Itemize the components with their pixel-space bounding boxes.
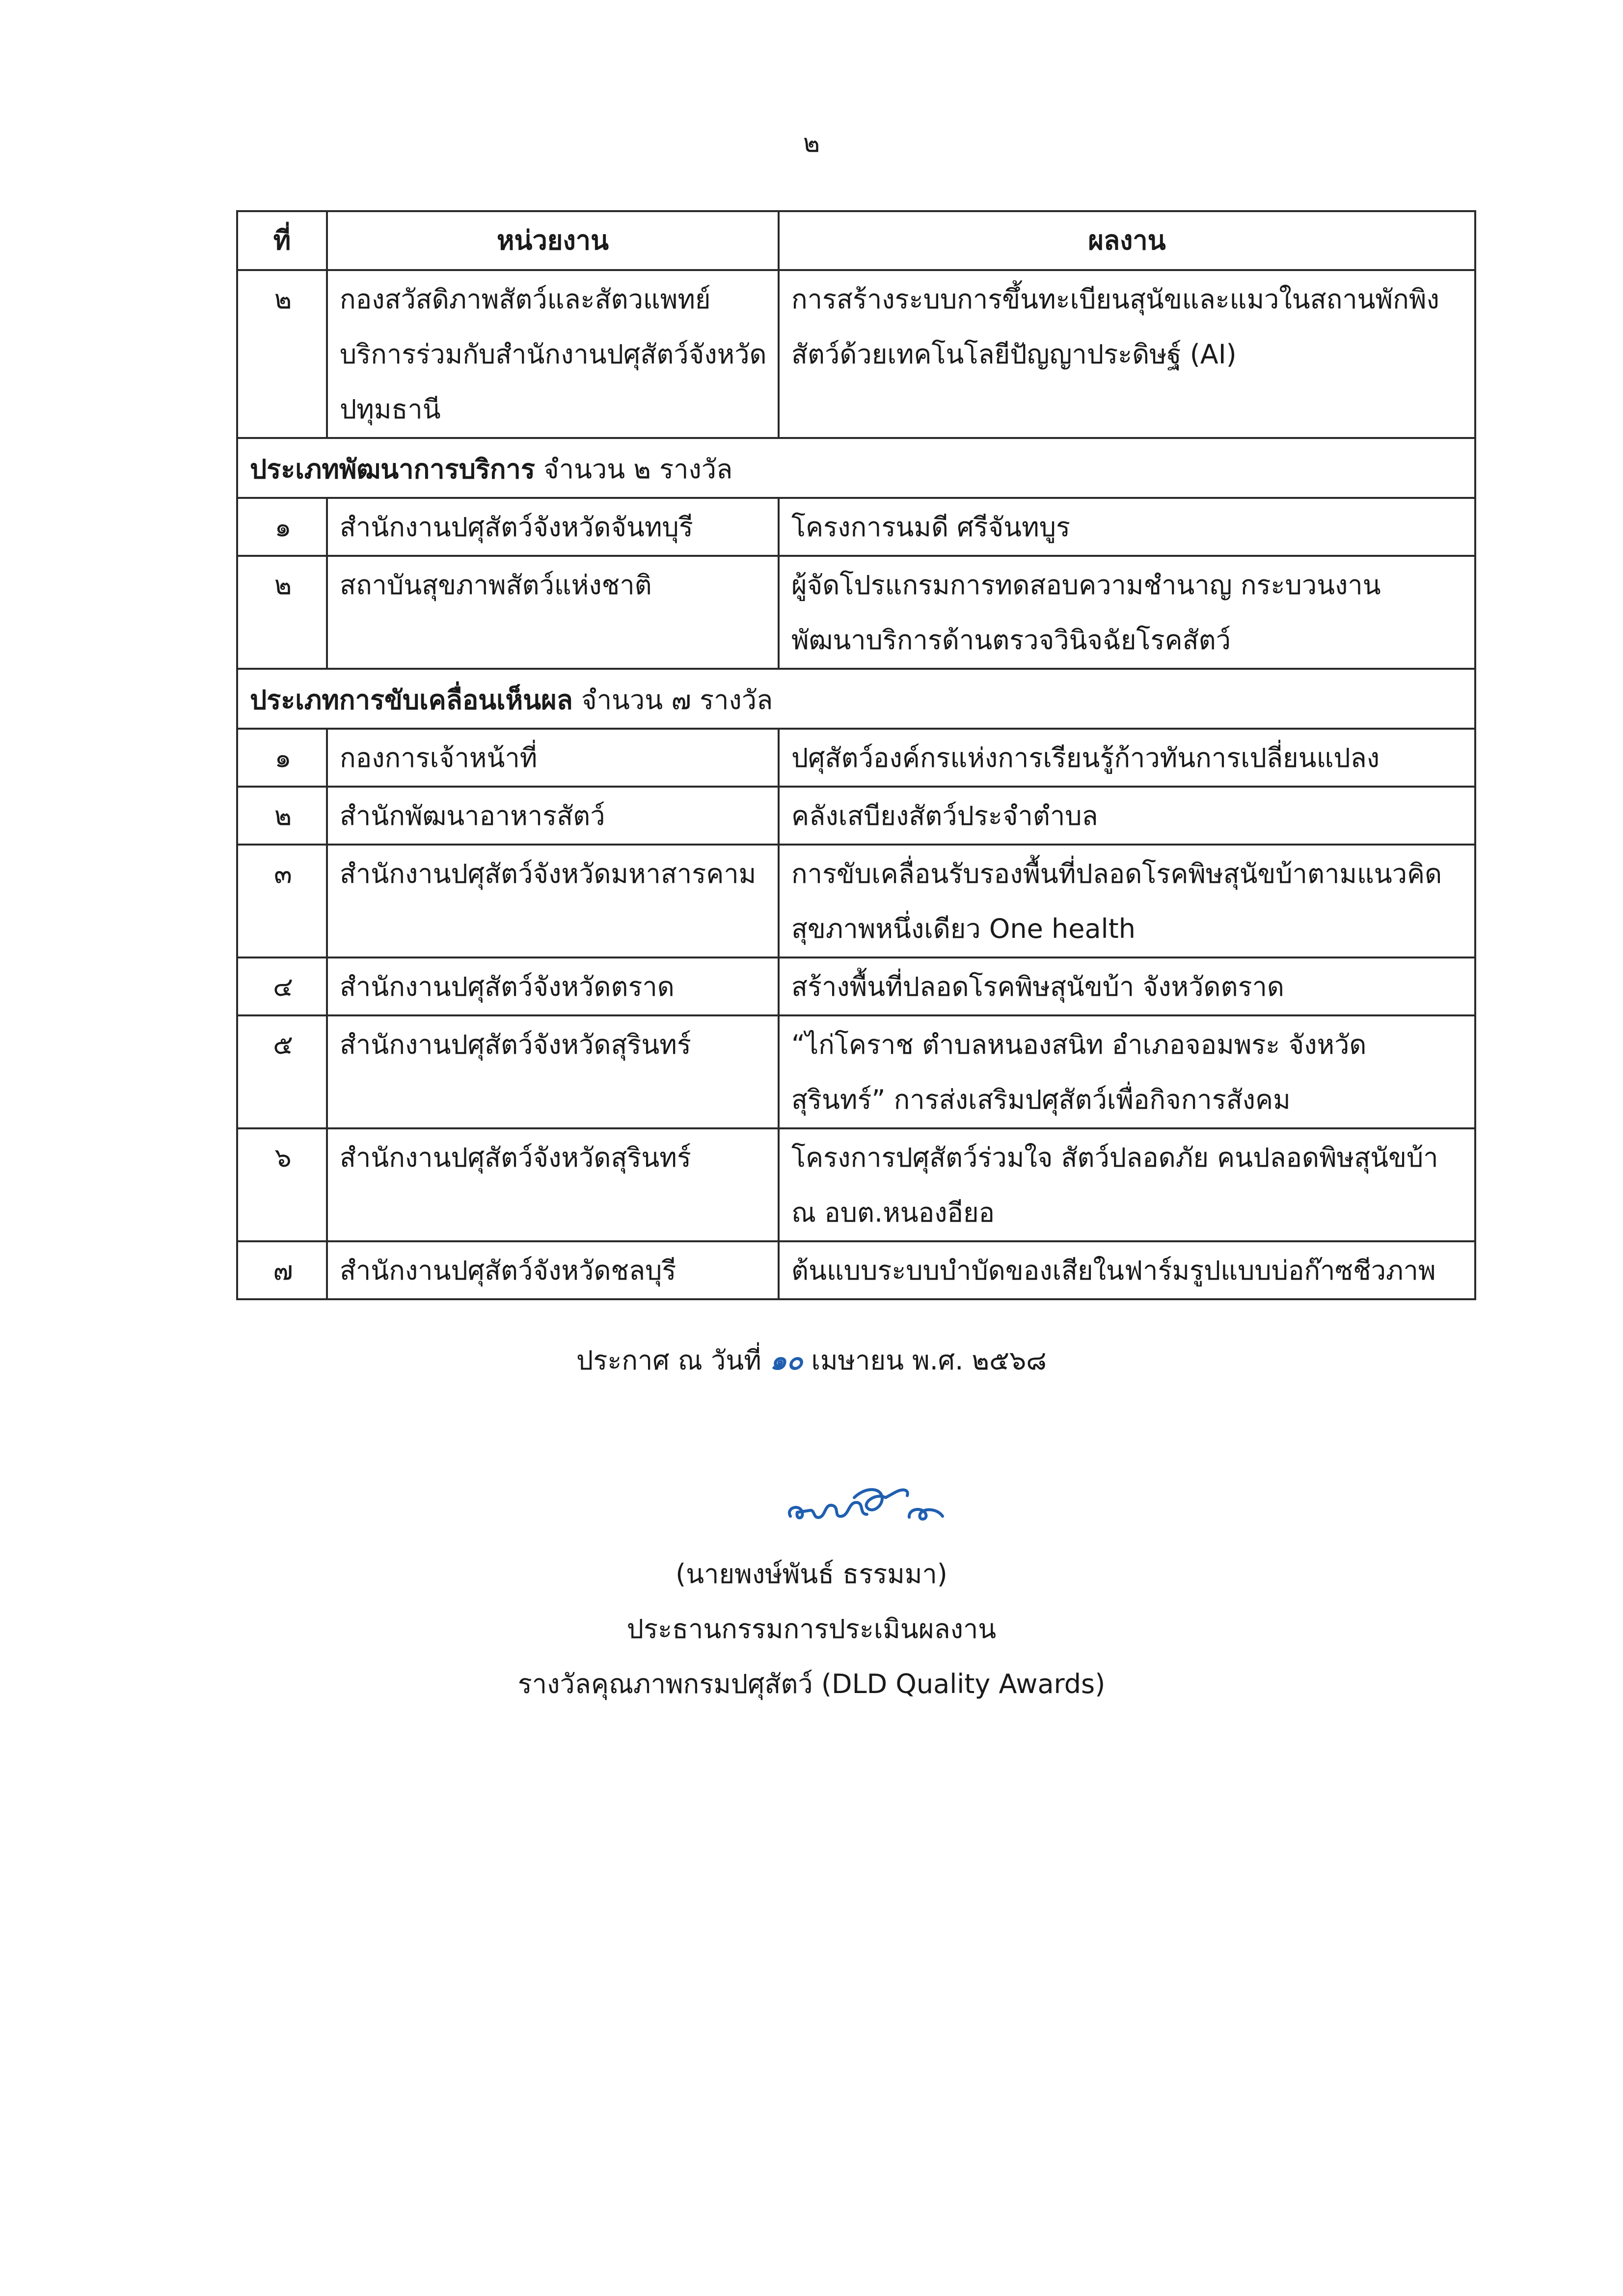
- row-unit: สำนักงานปศุสัตว์จังหวัดสุรินทร์: [327, 1015, 779, 1128]
- unit-line: ปทุมธานี: [340, 394, 441, 425]
- row-number: ๕: [237, 1015, 327, 1128]
- announcement-day: ๑๐: [770, 1344, 803, 1376]
- category-heading: [237, 438, 1475, 498]
- row-result: [779, 556, 1475, 669]
- unit-line: กองสวัสดิภาพสัตว์และสัตวแพทย์: [340, 284, 711, 315]
- row-number: ๔: [237, 957, 327, 1015]
- row-unit: สำนักงานปศุสัตว์จังหวัดสุรินทร์: [327, 1128, 779, 1241]
- header-unit: หน่วยงาน: [327, 211, 779, 270]
- result-line: การสร้างระบบการขึ้นทะเบียนสุนัขและแมวในสถานพักพิง: [791, 284, 1439, 315]
- result-line: ต้นแบบระบบบำบัดของเสียในฟาร์มรูปแบบบ่อก๊าซชีวภาพ: [791, 1255, 1436, 1286]
- table-row: [237, 270, 1475, 438]
- result-line: คลังเสบียงสัตว์ประจำตำบล: [791, 800, 1098, 831]
- result-line: ณ อบต.หนองอียอ: [791, 1197, 995, 1228]
- table-header-row: [237, 211, 1475, 270]
- table-row: [237, 1128, 1475, 1241]
- row-number: ๒: [237, 787, 327, 845]
- signer-block: [0, 1547, 1623, 1712]
- signer-name: (นายพงษ์พันธ์ ธรรมมา): [676, 1558, 947, 1589]
- row-unit: สำนักงานปศุสัตว์จังหวัดจันทบุรี: [327, 498, 779, 556]
- result-line: สร้างพื้นที่ปลอดโรคพิษสุนัขบ้า จังหวัดตราด: [791, 971, 1284, 1002]
- category-heading: [237, 669, 1475, 729]
- category-count: จำนวน ๗ รางวัล: [581, 684, 773, 715]
- row-number: ๒: [237, 270, 327, 438]
- table-row: [237, 957, 1475, 1015]
- category-row-drive: [237, 669, 1475, 729]
- result-line: สัตว์ด้วยเทคโนโลยีปัญญาประดิษฐ์ (AI): [791, 339, 1237, 370]
- result-line: พัฒนาบริการด้านตรวจวินิจฉัยโรคสัตว์: [791, 625, 1231, 656]
- row-unit: สำนักพัฒนาอาหารสัตว์: [327, 787, 779, 845]
- signer-award: รางวัลคุณภาพกรมปศุสัตว์ (DLD Quality Awards): [517, 1668, 1106, 1699]
- table-row: [237, 1015, 1475, 1128]
- result-line: โครงการปศุสัตว์ร่วมใจ สัตว์ปลอดภัย คนปลอดพิษสุนัขบ้า: [791, 1142, 1438, 1173]
- unit-line: บริการร่วมกับสำนักงานปศุสัตว์จังหวัด: [340, 339, 767, 370]
- result-line: สุรินทร์” การส่งเสริมปศุสัตว์เพื่อกิจการสังคม: [791, 1084, 1291, 1115]
- row-unit: สำนักงานปศุสัตว์จังหวัดตราด: [327, 957, 779, 1015]
- result-line: การขับเคลื่อนรับรองพื้นที่ปลอดโรคพิษสุนัขบ้าตามแนวคิด: [791, 858, 1442, 889]
- table-row: [237, 729, 1475, 787]
- row-number: ๖: [237, 1128, 327, 1241]
- announcement-suffix: เมษายน พ.ศ. ๒๕๖๘: [811, 1345, 1047, 1376]
- table-row: [237, 845, 1475, 957]
- result-line: โครงการนมดี ศรีจันทบูร: [791, 512, 1070, 543]
- result-line: ผู้จัดโปรแกรมการทดสอบความชำนาญ กระบวนงาน: [791, 570, 1381, 601]
- row-result: [779, 957, 1475, 1015]
- row-unit: [327, 270, 779, 438]
- result-line: ปศุสัตว์องค์กรแห่งการเรียนรู้ก้าวทันการเปลี่ยนแปลง: [791, 742, 1380, 773]
- table-row: [237, 556, 1475, 669]
- category-row-service: [237, 438, 1475, 498]
- announcement-prefix: ประกาศ ณ วันที่: [576, 1345, 761, 1376]
- row-result: [779, 729, 1475, 787]
- result-line: สุขภาพหนึ่งเดียว One health: [791, 913, 1136, 944]
- row-result: [779, 845, 1475, 957]
- row-result: [779, 787, 1475, 845]
- signature-stroke: [789, 1503, 867, 1518]
- row-number: ๒: [237, 556, 327, 669]
- page-number: ๒: [803, 129, 820, 158]
- signature-image: [781, 1478, 957, 1532]
- row-unit: สำนักงานปศุสัตว์จังหวัดมหาสารคาม: [327, 845, 779, 957]
- row-number: ๓: [237, 845, 327, 957]
- row-number: ๑: [237, 729, 327, 787]
- table-row: [237, 498, 1475, 556]
- row-unit: สถาบันสุขภาพสัตว์แห่งชาติ: [327, 556, 779, 669]
- signer-position: ประธานกรรมการประเมินผลงาน: [626, 1613, 997, 1644]
- signature-stroke: [909, 1509, 943, 1519]
- result-line: “ไก่โคราช ตำบลหนองสนิท อำเภอจอมพระ จังหวัด: [791, 1029, 1367, 1060]
- row-result: [779, 498, 1475, 556]
- row-result: [779, 270, 1475, 438]
- row-unit: กองการเจ้าหน้าที่: [327, 729, 779, 787]
- row-result: [779, 1241, 1475, 1299]
- category-title: ประเภทการขับเคลื่อนเห็นผล: [250, 684, 573, 715]
- row-unit: สำนักงานปศุสัตว์จังหวัดชลบุรี: [327, 1241, 779, 1299]
- row-number: ๗: [237, 1241, 327, 1299]
- category-title: ประเภทพัฒนาการบริการ: [250, 454, 535, 485]
- row-result: [779, 1015, 1475, 1128]
- row-result: [779, 1128, 1475, 1241]
- header-result: ผลงาน: [779, 211, 1475, 270]
- header-no: ที่: [237, 211, 327, 270]
- row-number: ๑: [237, 498, 327, 556]
- category-count: จำนวน ๒ รางวัล: [543, 454, 733, 485]
- awards-table: [236, 210, 1476, 1300]
- announcement-date: [0, 1340, 1623, 1380]
- table-row: [237, 787, 1475, 845]
- signature-stroke: [894, 1490, 908, 1496]
- table-row: [237, 1241, 1475, 1299]
